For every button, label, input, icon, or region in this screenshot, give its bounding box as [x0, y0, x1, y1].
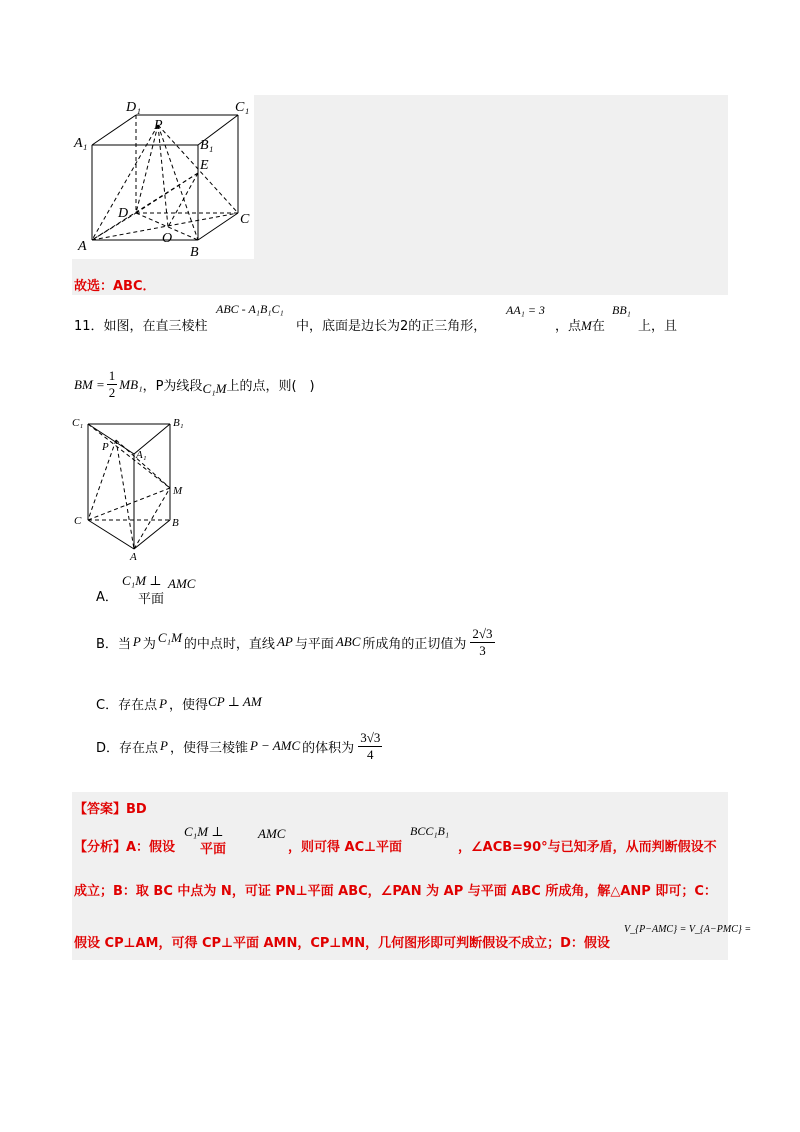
- option-c: C．存在点 P ，使得 CP ⊥ AM: [96, 693, 262, 713]
- q11-prism-expr: ABC - A₁B₁C₁: [216, 302, 284, 316]
- label-c: C: [74, 515, 82, 527]
- q11-text-line2b: 上的点，则( ): [226, 379, 315, 394]
- analysis-t1: ，则可得 AC⊥平面: [288, 840, 403, 855]
- label-a1: A₁: [136, 449, 147, 461]
- analysis-plane1: 平面: [200, 842, 227, 857]
- cube-diagram: [72, 95, 254, 259]
- label-p: P: [154, 118, 163, 133]
- option-b: B．当 P 为 C₁M 的中点时，直线 AP 与平面 ABC 所成角的正切值为 $\frac{2√3}{3}$: [96, 625, 493, 658]
- analysis-expr1: C₁M ⊥: [184, 824, 224, 839]
- label-a: A: [78, 239, 87, 254]
- mb1: MB₁: [119, 376, 143, 392]
- label-c1: C₁: [235, 100, 250, 115]
- label-b1: B₁: [200, 138, 214, 153]
- q11-number: 11．: [74, 319, 104, 334]
- label-d1: D₁: [126, 100, 141, 115]
- q11-text-b: 中，底面是边长为2的正三角形，: [296, 319, 487, 334]
- c1m: C₁M: [202, 380, 227, 396]
- analysis-t2: ，∠ACB=90°与已知矛盾，从而判断假设不: [458, 840, 717, 855]
- q10-answer: 故选：ABC．: [74, 279, 156, 294]
- bm-lhs: BM =: [74, 376, 105, 392]
- option-a-expr: C₁M ⊥: [122, 573, 162, 588]
- label-p: P: [102, 441, 109, 453]
- label-d: D: [118, 206, 129, 221]
- option-a-amc: AMC: [168, 576, 196, 591]
- answer-label: 【答案】BD: [74, 802, 147, 817]
- q11-aa1: AA₁ = 3: [506, 303, 545, 317]
- label-a: A: [130, 551, 137, 562]
- prism-diagram: [72, 412, 192, 562]
- label-e: E: [200, 158, 209, 173]
- analysis-amc: AMC: [258, 826, 286, 841]
- option-d-fraction: $\frac{3√3}{4}$: [360, 729, 381, 762]
- analysis-vol-expr: V_{P−AMC} = V_{A−PMC} =: [624, 924, 752, 935]
- label-b1: B₁: [173, 417, 184, 429]
- option-a-prefix: A．: [96, 590, 118, 605]
- label-c: C: [240, 212, 250, 227]
- q11-text-line2a: ，P为线段: [142, 379, 203, 394]
- label-a1: A₁: [74, 136, 88, 151]
- q11-bb1: BB₁: [612, 303, 631, 317]
- option-b-fraction: $\frac{2√3}{3}$: [472, 625, 493, 658]
- analysis-bcc1b1: BCC₁B₁: [410, 824, 450, 838]
- analysis-line3: 假设 CP⊥AM，可得 CP⊥平面 AMN，CP⊥MN，几何图形即可判断假设不成立；D：假设: [74, 936, 610, 951]
- cube-figure: [72, 95, 254, 259]
- label-c1: C₁: [72, 417, 84, 429]
- prism-figure: [72, 412, 192, 562]
- option-d: D．存在点 P ，使得三棱锥 P − AMC 的体积为 $\frac{3√3}{4}$: [96, 729, 381, 762]
- q11-text-c: ，点M在: [555, 318, 605, 334]
- label-o: O: [162, 231, 173, 246]
- q11-line2: [74, 368, 315, 401]
- q11-text-e: 上，且: [638, 319, 678, 334]
- label-b: B: [172, 517, 179, 529]
- label-m: M: [173, 485, 183, 497]
- option-a-plane: 平面: [138, 592, 165, 607]
- q11-text-a: 如图，在直三棱柱: [103, 319, 208, 334]
- analysis-line2: 成立；B：取 BC 中点为 N，可证 PN⊥平面 ABC，∠PAN 为 AP 与平面 ABC 所成角，解△ANP 即可；C：: [74, 884, 717, 899]
- q11-line1: [74, 315, 208, 334]
- analysis-label: 【分析】A：假设: [74, 840, 176, 855]
- half-fraction: $\frac{1}{2}$: [108, 368, 116, 400]
- label-b: B: [190, 245, 199, 259]
